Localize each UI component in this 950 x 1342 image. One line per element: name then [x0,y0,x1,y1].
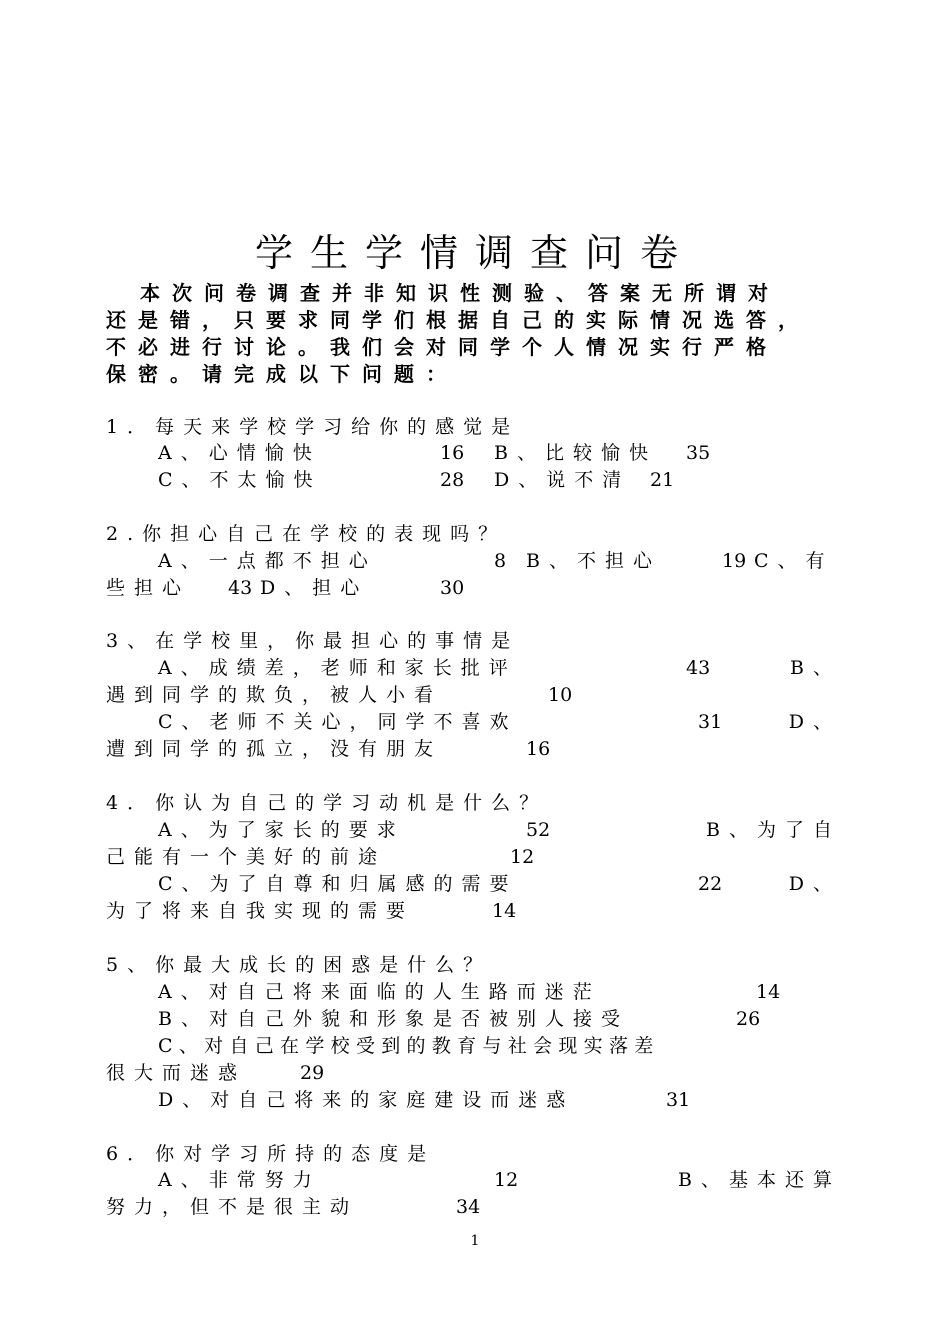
option-a: A、为了家长的要求 [158,819,405,841]
option-row [158,655,841,681]
option-row [158,871,841,897]
option-row [106,844,832,870]
option-row [106,682,832,708]
option-row [158,979,832,1005]
option-b: B、比较愉快 [494,442,657,464]
option-row [106,736,832,762]
option-a-count: 8 [494,550,507,572]
option-d: D、 [788,873,841,895]
option-c-count: 43 [228,577,253,599]
option-a-count: 52 [526,819,551,841]
option-b-cont: 努力，但不是很主动 [106,1196,359,1218]
option-d-cont: 遭到同学的孤立，没有朋友 [106,738,443,760]
option-row [158,548,832,574]
option-row [158,1006,832,1032]
option-row [158,1087,832,1113]
option-row [106,898,832,924]
option-c: C、不太愉快 [158,469,322,491]
option-row [158,817,841,843]
option-b-count: 12 [510,846,535,868]
option-c: C、老师不关心，同学不喜欢 [158,711,518,733]
option-c-count: 31 [698,711,723,733]
option-row [106,1194,832,1220]
option-b: B、为了自 [706,819,841,841]
option-b-count: 10 [548,684,573,706]
question-stem: 1．每天来学校学习给你的感觉是 [106,416,520,438]
option-b-count: 19 [722,550,747,572]
option-c-cont: 些担心 [106,577,191,599]
option-d-count: 21 [650,469,675,491]
intro-line: 还是错，只要求同学们根据自己的实际情况选答， [106,308,810,332]
option-a: A、成绩差，老师和家长批评 [158,657,517,679]
intro-line: 不必进行讨论。我们会对同学个人情况实行严格 [106,335,778,359]
option-c-count: 22 [698,873,723,895]
option-row [106,575,832,601]
option-d-count: 30 [440,577,465,599]
option-a-count: 14 [756,981,781,1003]
option-b-cont: 己能有一个美好的前途 [106,846,387,868]
question-stem: 3、在学校里，你最担心的事情是 [106,630,520,652]
option-b: B、对自己外貌和形象是否被别人接受 [158,1008,629,1030]
option-row [158,440,832,466]
option-d: D、担心 [260,577,369,599]
intro-line: 保密。请完成以下问题： [106,362,458,386]
option-b: B、不担心 [526,550,661,572]
option-d-count: 31 [666,1089,691,1111]
option-d: D、说不清 [494,469,631,491]
option-b-count: 35 [686,442,711,464]
option-d-count: 16 [526,738,551,760]
option-c-count: 29 [300,1062,325,1084]
option-b: B、 [790,657,841,679]
option-d: D、 [788,711,841,733]
page-number: 1 [470,1233,480,1249]
option-b-count: 34 [456,1196,481,1218]
option-a: A、非常努力 [158,1169,321,1191]
option-c-cont: 很大而迷惑 [106,1062,247,1084]
option-a-count: 43 [686,657,711,679]
option-b-count: 26 [736,1008,761,1030]
option-d-count: 14 [492,900,517,922]
question-stem: 5、你最大成长的困惑是什么？ [106,954,492,976]
option-c: C、为了自尊和归属感的需要 [158,873,518,895]
option-a-count: 12 [494,1169,519,1191]
question-stem: 4．你认为自己的学习动机是什么？ [106,792,548,814]
option-row [158,1033,832,1059]
option-row [158,1167,841,1193]
option-a-count: 16 [440,442,465,464]
option-b-cont: 遇到同学的欺负，被人小看 [106,684,443,706]
option-a: A、心情愉快 [158,442,321,464]
option-a: A、对自己将来面临的人生路而迷茫 [158,981,601,1003]
option-c-count: 28 [440,469,465,491]
option-c: C、有 [754,550,834,572]
option-row [158,709,841,735]
option-row [158,467,832,493]
question-stem: 6．你对学习所持的态度是 [106,1143,436,1165]
option-d: D、对自己将来的家庭建设而迷惑 [158,1089,575,1111]
question-stem: 2.你担心自己在学校的表现吗？ [106,523,507,545]
option-b: B、基本还算 [678,1169,841,1191]
option-row [106,1060,832,1086]
page-title: 学生学情调查问卷 [254,231,695,275]
option-d-cont: 为了将来自我实现的需要 [106,900,415,922]
option-c: C、对自己在学校受到的教育与社会现实落差 [158,1035,660,1057]
intro-line: 本次问卷调查并非知识性测验、答案无所谓对 [140,281,780,305]
option-a: A、一点都不担心 [158,550,377,572]
